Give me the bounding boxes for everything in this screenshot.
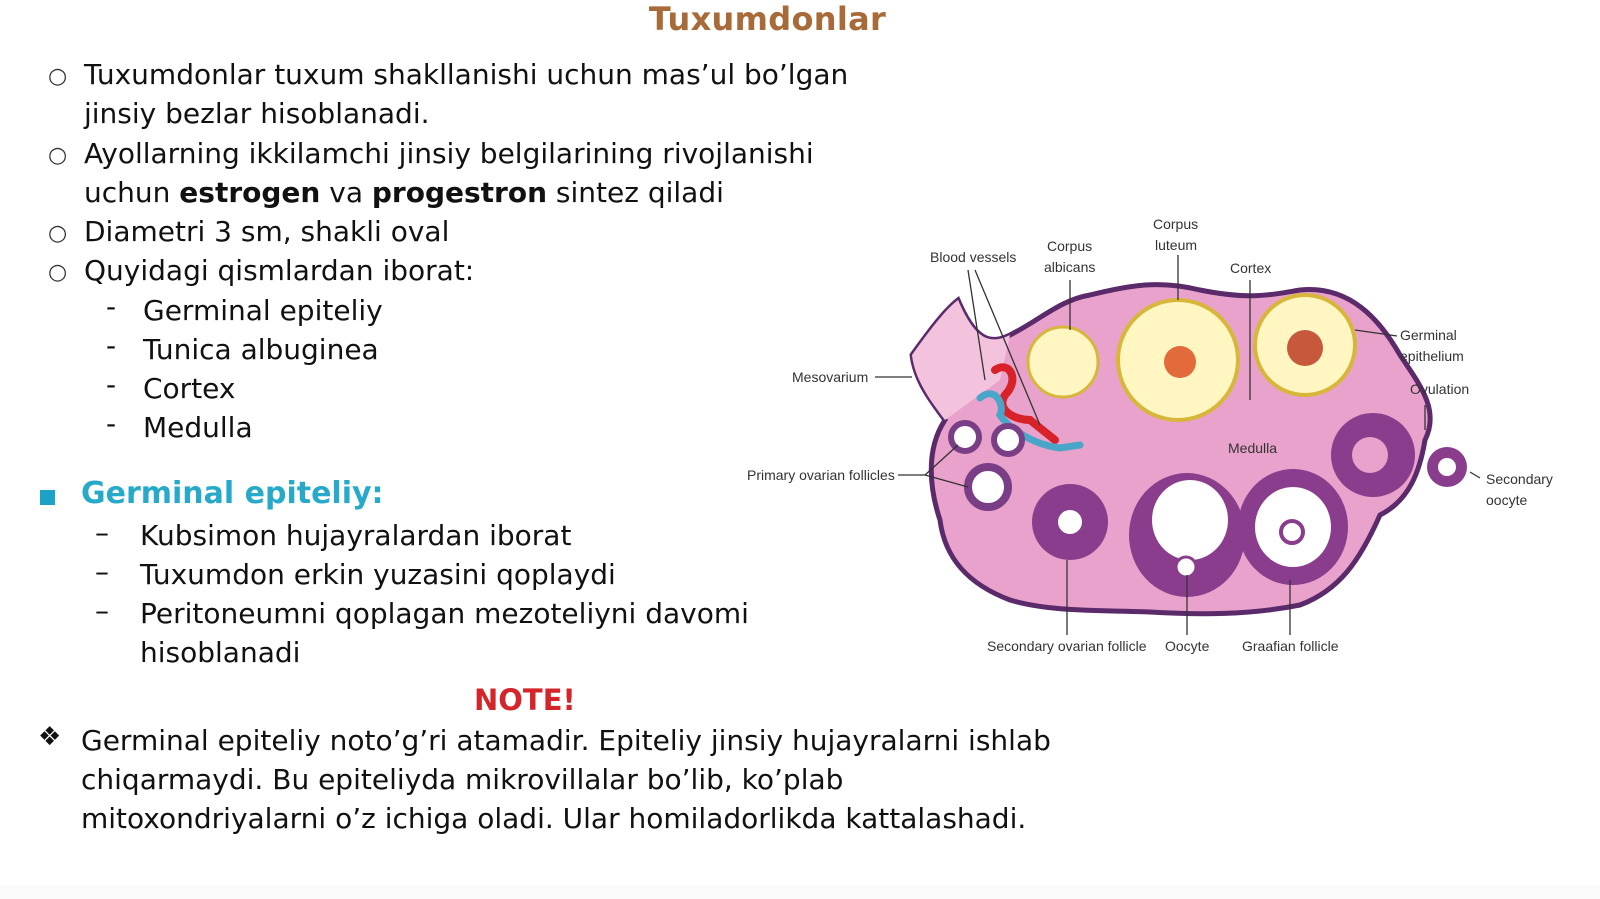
- ruptured-follicle-cavity: [1352, 437, 1388, 473]
- label-graafian-follicle: Graafian follicle: [1242, 638, 1339, 654]
- germinal-heading: Germinal epiteliy:: [81, 476, 384, 511]
- label-oocyte: Oocyte: [1165, 638, 1210, 654]
- bullet-2-line-1: Ayollarning ikkilamchi jinsiy belgilarining rivojlanishi: [84, 137, 814, 170]
- square-bullet-icon: [40, 490, 55, 505]
- primary-follicle: [968, 467, 1008, 507]
- part-item: Cortex: [143, 372, 236, 405]
- label-primary-follicles: Primary ovarian follicles: [747, 467, 895, 483]
- antral-follicle-oocyte: [1176, 557, 1196, 577]
- label-corpus-albicans-2: albicans: [1044, 259, 1096, 275]
- dash-bullet-icon: -: [106, 329, 117, 362]
- part-item: Germinal epiteliy: [143, 294, 383, 327]
- bullet-4: Quyidagi qismlardan iborat:: [84, 254, 475, 287]
- circle-bullet-icon: ○: [48, 64, 68, 89]
- circle-bullet-icon: ○: [48, 143, 68, 168]
- developing-corpus-luteum-center: [1287, 330, 1323, 366]
- dash-bullet-icon: –: [95, 594, 109, 627]
- antral-follicle-cavity: [1152, 480, 1228, 560]
- bullet-2-line-2: uchun estrogen va progestron sintez qiladi: [84, 176, 724, 209]
- label-germinal-epithelium-1: Germinal: [1400, 327, 1457, 343]
- label-ovulation: Ovulation: [1410, 381, 1470, 397]
- corpus-albicans: [1028, 327, 1098, 397]
- germinal-item: Peritoneumni qoplagan mezoteliyni davomi: [140, 597, 749, 630]
- dash-bullet-icon: -: [106, 290, 117, 323]
- label-secondary-oocyte-2: oocyte: [1486, 492, 1528, 508]
- dash-bullet-icon: –: [95, 516, 109, 549]
- label-corpus-luteum-2: luteum: [1155, 237, 1198, 253]
- dash-bullet-icon: -: [106, 368, 117, 401]
- primary-follicle: [994, 426, 1022, 454]
- secondary-oocyte-center: [1438, 458, 1456, 476]
- corpus-luteum-center: [1164, 346, 1196, 378]
- graafian-follicle-oocyte: [1281, 521, 1303, 543]
- germinal-item: Kubsimon hujayralardan iborat: [140, 519, 572, 552]
- germinal-item-continued: hisoblanadi: [140, 636, 301, 669]
- estrogen-term: estrogen: [179, 176, 321, 209]
- progestron-term: progestron: [371, 176, 548, 209]
- dash-bullet-icon: -: [106, 407, 117, 440]
- label-secondary-oocyte-1: Secondary: [1486, 471, 1553, 487]
- note-line-3: mitoxondriyalarni o’z ichiga oladi. Ular homiladorlikda kattalashadi.: [81, 802, 1027, 835]
- label-cortex: Cortex: [1230, 260, 1272, 276]
- bullet-1-line-1: Tuxumdonlar tuxum shakllanishi uchun mas’ul bo’lgan: [84, 58, 849, 91]
- dash-bullet-icon: –: [95, 555, 109, 588]
- slide-title: Tuxumdonlar: [648, 0, 887, 38]
- germinal-item: Tuxumdon erkin yuzasini qoplaydi: [140, 558, 616, 591]
- circle-bullet-icon: ○: [48, 260, 68, 285]
- label-mesovarium: Mesovarium: [792, 369, 869, 385]
- label-secondary-follicle: Secondary ovarian follicle: [987, 638, 1147, 654]
- note-line-2: chiqarmaydi. Bu epiteliyda mikrovillalar bo’lib, ko’plab: [81, 763, 844, 796]
- star-bullet-icon: ❖: [38, 722, 62, 752]
- bullet-3: Diametri 3 sm, shakli oval: [84, 215, 450, 248]
- ovary-diagram: [740, 205, 1580, 670]
- note-label: NOTE!: [474, 683, 576, 717]
- note-line-1: Germinal epiteliy noto’g’ri atamadir. Epiteliy jinsiy hujayralarni ishlab: [81, 724, 1051, 757]
- label-medulla: Medulla: [1228, 440, 1278, 456]
- circle-bullet-icon: ○: [48, 221, 68, 246]
- label-blood-vessels: Blood vessels: [930, 249, 1017, 265]
- label-germinal-epithelium-2: epithelium: [1400, 348, 1464, 364]
- bullet-1-line-2: jinsiy bezlar hisoblanadi.: [84, 97, 430, 130]
- label-corpus-albicans-1: Corpus: [1047, 238, 1093, 254]
- part-item: Tunica albuginea: [143, 333, 379, 366]
- part-item: Medulla: [143, 411, 253, 444]
- secondary-follicle-oocyte: [1058, 510, 1082, 534]
- label-corpus-luteum-1: Corpus: [1153, 216, 1199, 232]
